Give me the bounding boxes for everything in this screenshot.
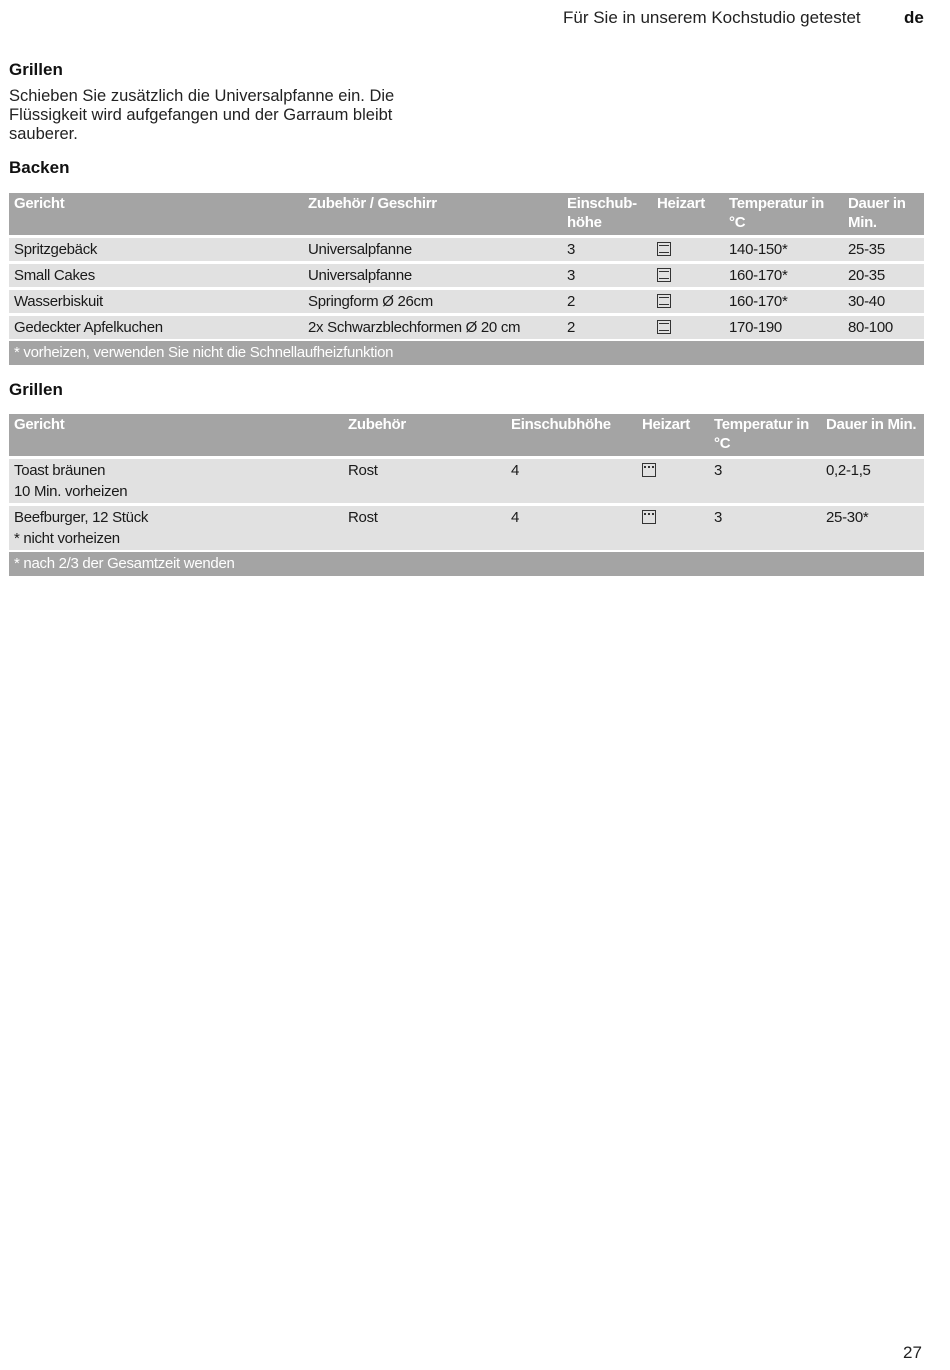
cell-temp: 3 <box>709 458 821 505</box>
col-header-temp: Temperatur in °C <box>724 193 843 237</box>
grill-icon <box>642 510 656 524</box>
cell-level: 3 <box>562 263 652 289</box>
cell-heat <box>652 289 724 315</box>
table-row <box>9 237 924 263</box>
page-number: 27 <box>903 1343 922 1362</box>
language-code: de <box>904 8 924 27</box>
cell-duration: 80-100 <box>843 315 924 341</box>
col-header-level: Einschubhöhe <box>506 414 637 458</box>
cell-level: 4 <box>506 458 637 505</box>
col-header-dish: Gericht <box>9 193 303 237</box>
section-heading-backen: Backen <box>9 158 70 177</box>
cell-level: 3 <box>562 237 652 263</box>
section-heading-grillen-intro: Grillen <box>9 60 63 79</box>
cell-dish <box>9 505 343 552</box>
cell-temp: 160-170* <box>724 263 843 289</box>
dish-note: 10 Min. vorheizen <box>14 483 128 500</box>
cell-dish: Gedeckter Apfelkuchen <box>9 315 303 341</box>
grill-icon <box>642 463 656 477</box>
footnote-row <box>9 340 924 365</box>
col-header-heat: Heizart <box>652 193 724 237</box>
col-header-temp: Temperatur in °C <box>709 414 821 458</box>
cell-temp: 160-170* <box>724 289 843 315</box>
cell-heat <box>637 458 709 505</box>
cell-level: 2 <box>562 315 652 341</box>
backen-footnote: * vorheizen, verwenden Sie nicht die Schnellaufheizfunktion <box>9 340 924 365</box>
col-header-accessory: Zubehör / Geschirr <box>303 193 562 237</box>
top-bottom-heat-icon <box>657 294 671 308</box>
dish-name: Toast bräunen <box>14 462 106 479</box>
cell-duration: 20-35 <box>843 263 924 289</box>
cell-heat <box>637 505 709 552</box>
col-header-level: Einschub- höhe <box>562 193 652 237</box>
cell-dish: Wasserbiskuit <box>9 289 303 315</box>
cell-accessory: 2x Schwarzblechformen Ø 20 cm <box>303 315 562 341</box>
cell-heat <box>652 263 724 289</box>
cell-accessory: Rost <box>343 505 506 552</box>
cell-duration: 0,2-1,5 <box>821 458 924 505</box>
footnote-row <box>9 551 924 576</box>
cell-temp: 140-150* <box>724 237 843 263</box>
cell-dish <box>9 458 343 505</box>
col-header-heat: Heizart <box>637 414 709 458</box>
cell-level: 2 <box>562 289 652 315</box>
table-row <box>9 458 924 505</box>
backen-table <box>9 193 924 365</box>
col-header-duration: Dauer in Min. <box>843 193 924 237</box>
col-header-dish: Gericht <box>9 414 343 458</box>
cell-accessory: Universalpfanne <box>303 237 562 263</box>
cell-level: 4 <box>506 505 637 552</box>
backen-header-row <box>9 193 924 237</box>
top-bottom-heat-icon <box>657 242 671 256</box>
cell-accessory: Universalpfanne <box>303 263 562 289</box>
cell-dish: Spritzgebäck <box>9 237 303 263</box>
cell-duration: 25-35 <box>843 237 924 263</box>
top-bottom-heat-icon <box>657 320 671 334</box>
top-bottom-heat-icon <box>657 268 671 282</box>
grillen-intro-text: Schieben Sie zusätzlich die Universalpfanne ein. Die Flüssigkeit wird aufgefangen und der Garraum bleibt sauberer. <box>9 87 395 143</box>
dish-note: * nicht vorheizen <box>14 530 120 547</box>
cell-duration: 30-40 <box>843 289 924 315</box>
col-header-duration: Dauer in Min. <box>821 414 924 458</box>
cell-heat <box>652 237 724 263</box>
table-row <box>9 263 924 289</box>
grillen-table <box>9 414 924 576</box>
section-heading-grillen: Grillen <box>9 380 63 399</box>
cell-heat <box>652 315 724 341</box>
cell-temp: 3 <box>709 505 821 552</box>
dish-name: Beefburger, 12 Stück <box>14 509 149 526</box>
cell-duration: 25-30* <box>821 505 924 552</box>
cell-accessory: Springform Ø 26cm <box>303 289 562 315</box>
cell-temp: 170-190 <box>724 315 843 341</box>
cell-accessory: Rost <box>343 458 506 505</box>
cell-dish: Small Cakes <box>9 263 303 289</box>
running-header-title: Für Sie in unserem Kochstudio getestet <box>563 8 861 27</box>
table-row <box>9 315 924 341</box>
table-row <box>9 289 924 315</box>
col-header-accessory: Zubehör <box>343 414 506 458</box>
grillen-footnote: * nach 2/3 der Gesamtzeit wenden <box>9 551 924 576</box>
grillen-header-row <box>9 414 924 458</box>
table-row <box>9 505 924 552</box>
